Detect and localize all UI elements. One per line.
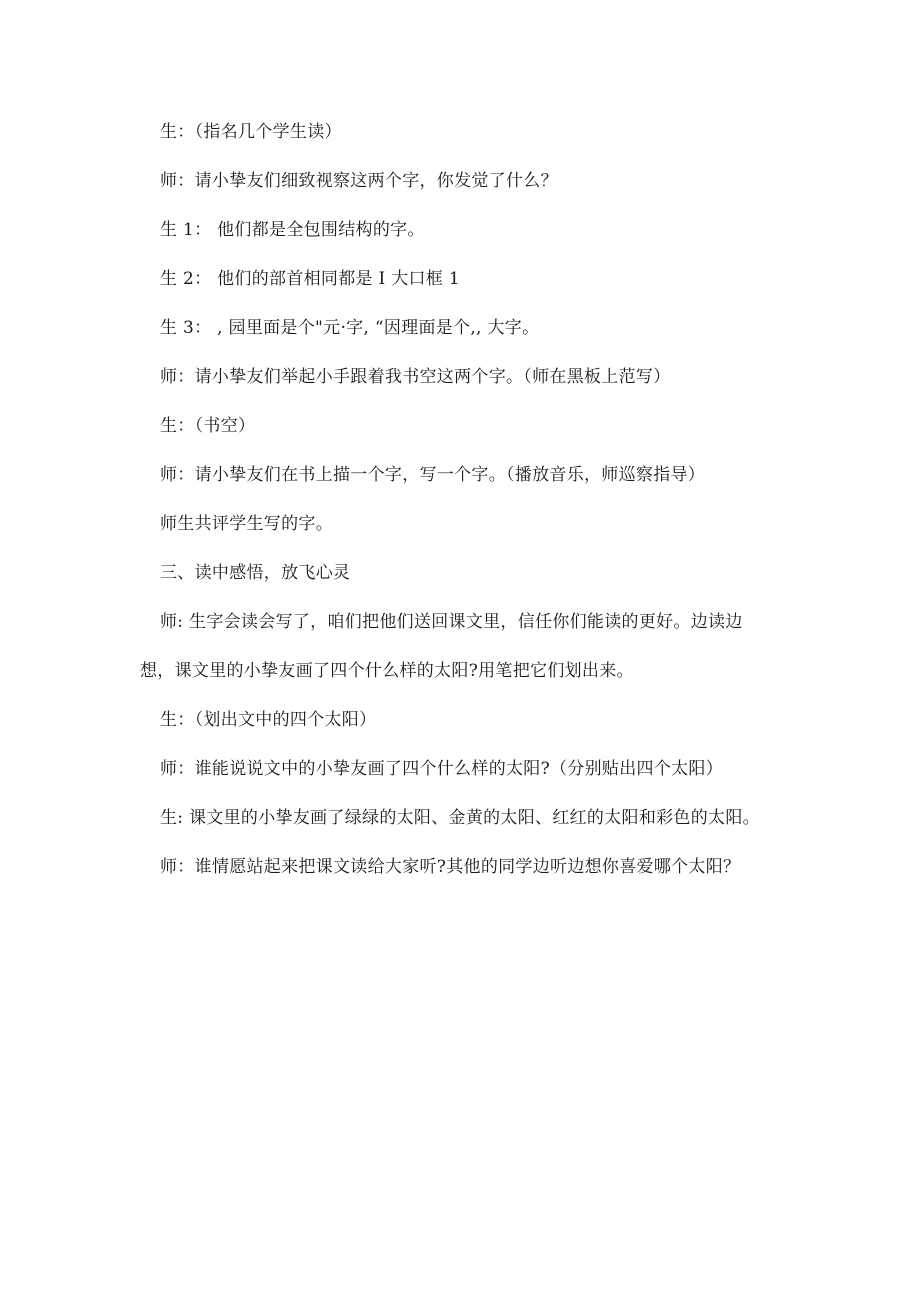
paragraph-student-2: 生 2： 他们的部首相同都是 I 大口框 1 — [160, 269, 460, 289]
paragraph-student-3: 生 3： , 园里面是个"元·字, “因理面是个,, 大字。 — [160, 318, 540, 338]
paragraph-student-air-writing: 生：（书空） — [160, 416, 256, 436]
paragraph-joint-review: 师生共评学生写的字。 — [160, 514, 333, 534]
paragraph-student-reading: 生：（指名几个学生读） — [160, 122, 342, 142]
section-heading: 三、读中感悟，放飞心灵 — [160, 563, 351, 583]
paragraph-teacher-reading: 师: 生字会读会写了，咱们把他们送回课文里，信任你们能读的更好。边读边 — [160, 612, 743, 632]
paragraph-teacher-trace: 师：请小挚友们在书上描一个字，写一个字。（播放音乐，师巡察指导） — [160, 465, 706, 485]
paragraph-student-mark-suns: 生：（划出文中的四个太阳） — [160, 710, 377, 730]
paragraph-teacher-write: 师：请小挚友们举起小手跟着我书空这两个字。（师在黑板上范写） — [160, 367, 671, 387]
paragraph-teacher-reading-continued: 想，课文里的小挚友画了四个什么样的太阳?用笔把它们划出来。 — [140, 661, 634, 681]
paragraph-teacher-invite: 师：谁情愿站起来把课文读给大家听?其他的同学边听边想你喜爱哪个太阳？ — [160, 857, 741, 877]
paragraph-student-answer: 生: 课文里的小挚友画了绿绿的太阳、金黄的太阳、红红的太阳和彩色的太阳。 — [160, 808, 760, 828]
paragraph-teacher-observe: 师：请小挚友们细致视察这两个字，你发觉了什么？ — [160, 171, 558, 191]
paragraph-teacher-question: 师：谁能说说文中的小挚友画了四个什么样的太阳?（分别贴出四个太阳） — [160, 759, 724, 779]
paragraph-student-1: 生 1： 他们都是全包围结构的字。 — [160, 220, 425, 240]
